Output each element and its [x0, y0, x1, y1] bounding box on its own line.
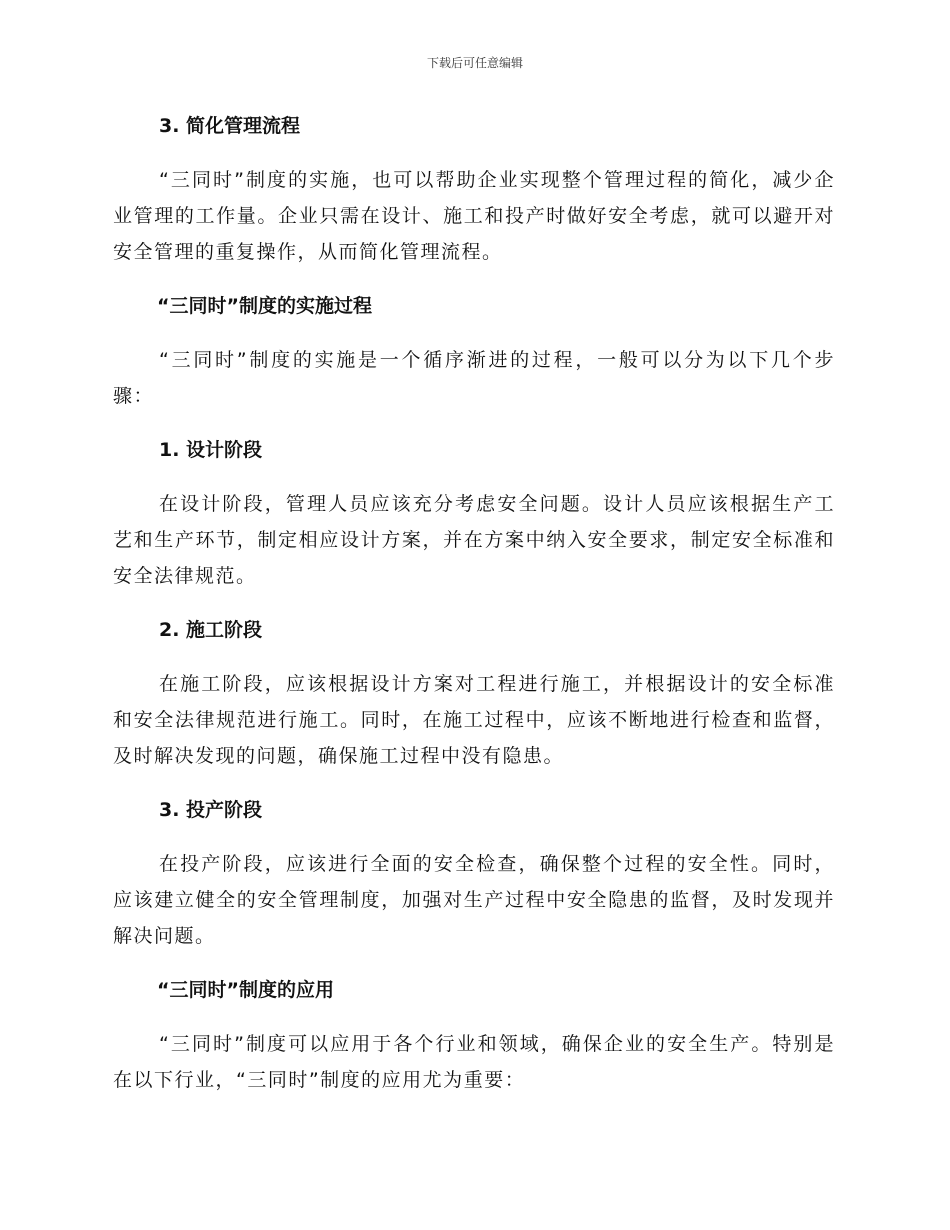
page-header: 下载后可任意编辑 — [426, 56, 523, 70]
document-body — [113, 108, 835, 1116]
paragraph-construction-stage: 在施工阶段，应该根据设计方案对工程进行施工，并根据设计的安全标准和安全法律规范进行施工。同时，在施工过程中，应该不断地进行检查和监督，及时解决发现的问题，确保施工过程中没有隐患。 — [113, 673, 835, 767]
section-heading-construction-stage: 2. 施工阶段 — [159, 619, 263, 641]
paragraph-simplify-management: “三同时”制度的实施，也可以帮助企业实现整个管理过程的简化，减少企业管理的工作量。企业只需在设计、施工和投产时做好安全考虑，就可以避开对安全管理的重复操作，从而简化管理流程。 — [113, 169, 835, 263]
paragraph-application: “三同时”制度可以应用于各个行业和领域，确保企业的安全生产。特别是在以下行业，“三同时”制度的应用尤为重要： — [113, 1033, 835, 1091]
section-heading-implementation-process: “三同时”制度的实施过程 — [157, 295, 372, 317]
section-heading-simplify-management: 3. 简化管理流程 — [159, 115, 301, 137]
paragraph-design-stage: 在设计阶段，管理人员应该充分考虑安全问题。设计人员应该根据生产工艺和生产环节，制定相应设计方案，并在方案中纳入安全要求，制定安全标准和安全法律规范。 — [113, 493, 835, 587]
section-heading-design-stage: 1. 设计阶段 — [159, 439, 263, 461]
paragraph-implementation-process: “三同时”制度的实施是一个循序渐进的过程，一般可以分为以下几个步骤： — [113, 349, 835, 407]
paragraph-production-stage: 在投产阶段，应该进行全面的安全检查，确保整个过程的安全性。同时，应该建立健全的安全管理制度，加强对生产过程中安全隐患的监督，及时发现并解决问题。 — [113, 853, 835, 947]
section-heading-application: “三同时”制度的应用 — [157, 979, 334, 1001]
section-heading-production-stage: 3. 投产阶段 — [159, 799, 263, 821]
